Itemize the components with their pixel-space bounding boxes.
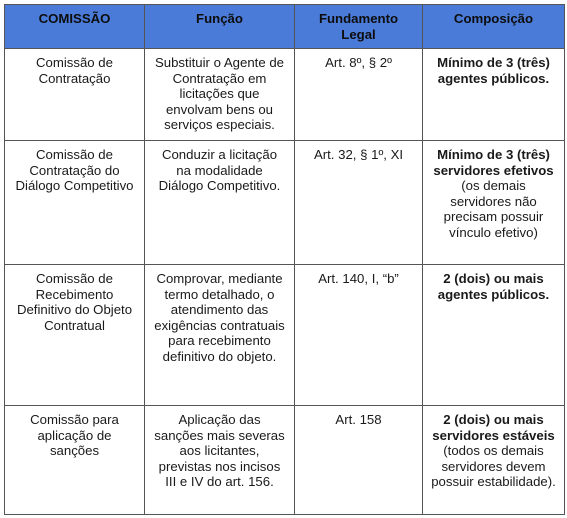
cell-comissao: Comissão de Recebimento Definitivo do Objeto Contratual bbox=[5, 265, 145, 406]
header-comissao: COMISSÃO bbox=[5, 5, 145, 49]
cell-fundamento: Art. 140, I, “b” bbox=[295, 265, 423, 406]
header-fundamento-legal: Fundamento Legal bbox=[295, 5, 423, 49]
table-header-row bbox=[5, 5, 565, 49]
table-row bbox=[5, 49, 565, 141]
table-row bbox=[5, 141, 565, 265]
cell-composicao bbox=[423, 265, 565, 406]
composicao-bold: 2 (dois) ou mais servidores estáveis bbox=[432, 412, 555, 443]
cell-composicao bbox=[423, 49, 565, 141]
cell-fundamento: Art. 158 bbox=[295, 406, 423, 515]
composicao-rest: (os demais servidores não precisam possuir vínculo efetivo) bbox=[443, 178, 544, 240]
cell-comissao: Comissão para aplicação de sanções bbox=[5, 406, 145, 515]
table-row bbox=[5, 406, 565, 515]
cell-comissao: Comissão de Contratação bbox=[5, 49, 145, 141]
composicao-bold: Mínimo de 3 (três) agentes públicos. bbox=[437, 55, 550, 86]
cell-funcao: Comprovar, mediante termo detalhado, o atendimento das exigências contratuais para recebimento definitivo do objeto. bbox=[145, 265, 295, 406]
cell-composicao bbox=[423, 406, 565, 515]
cell-funcao: Aplicação das sanções mais severas aos licitantes, previstas nos incisos III e IV do art. 156. bbox=[145, 406, 295, 515]
cell-fundamento: Art. 32, § 1º, XI bbox=[295, 141, 423, 265]
composicao-bold: Mínimo de 3 (três) servidores efetivos bbox=[433, 147, 554, 178]
comissoes-table bbox=[4, 4, 565, 515]
composicao-bold: 2 (dois) ou mais agentes públicos. bbox=[437, 271, 550, 302]
cell-funcao: Substituir o Agente de Contratação em licitações que envolvam bens ou serviços especiais. bbox=[145, 49, 295, 141]
table-row bbox=[5, 265, 565, 406]
cell-funcao: Conduzir a licitação na modalidade Diálogo Competitivo. bbox=[145, 141, 295, 265]
header-funcao: Função bbox=[145, 5, 295, 49]
cell-comissao: Comissão de Contratação do Diálogo Competitivo bbox=[5, 141, 145, 265]
header-composicao: Composição bbox=[423, 5, 565, 49]
composicao-rest: (todos os demais servidores devem possuir estabilidade). bbox=[431, 443, 556, 490]
cell-fundamento: Art. 8º, § 2º bbox=[295, 49, 423, 141]
cell-composicao bbox=[423, 141, 565, 265]
